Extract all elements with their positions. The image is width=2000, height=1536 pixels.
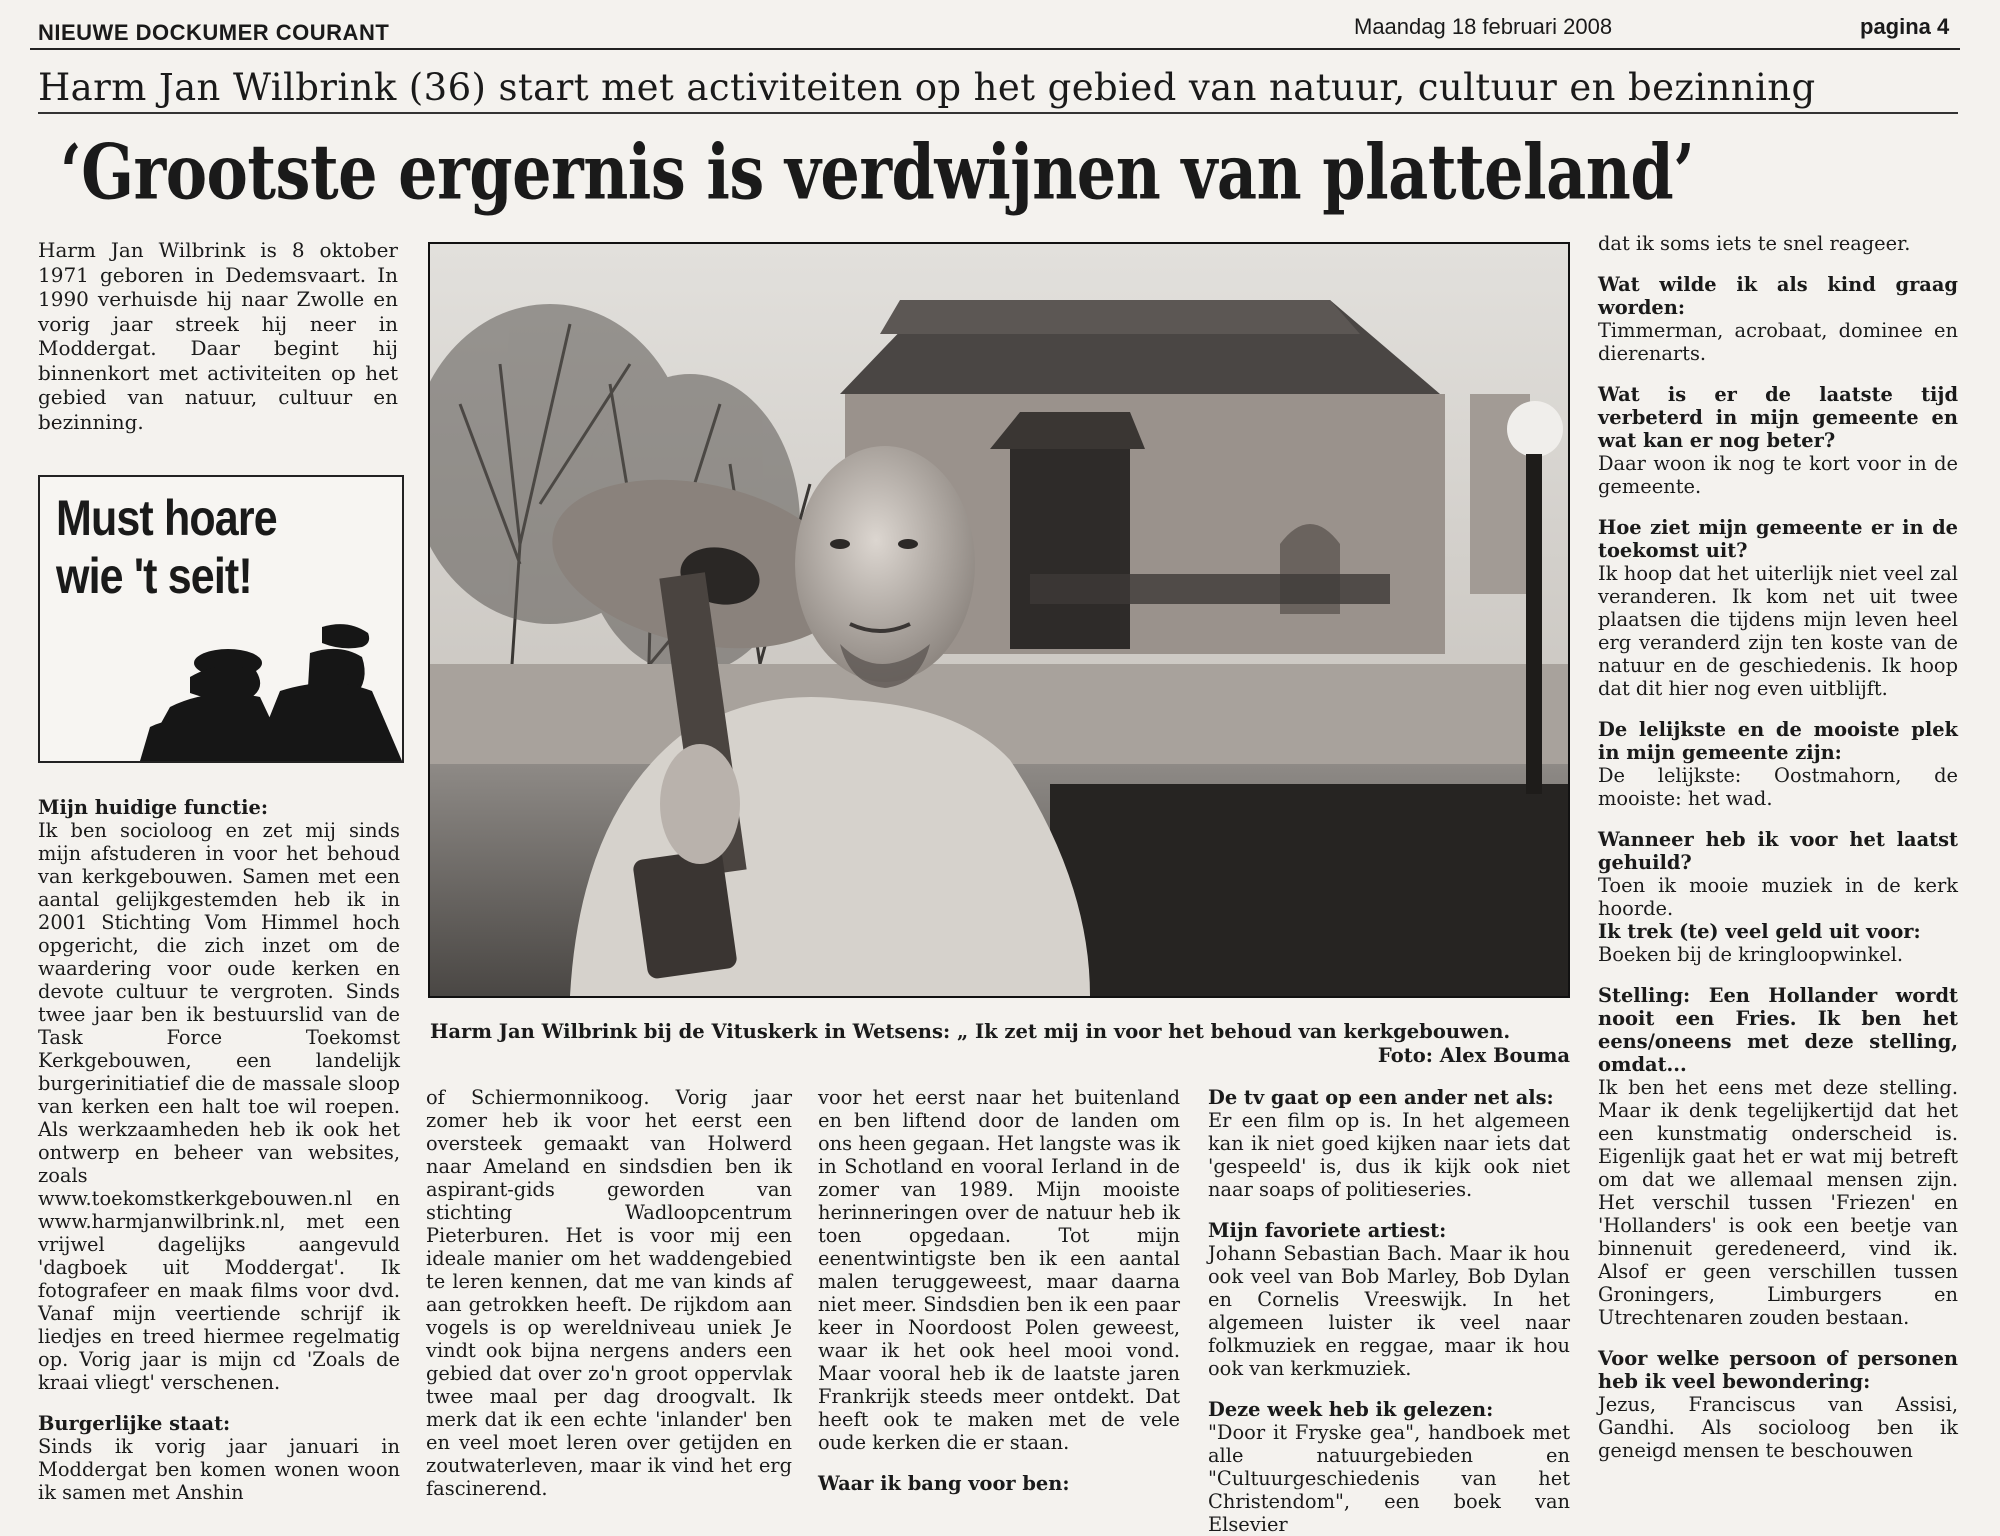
question-statement: Stelling: Een Hollander wordt nooit een Fries. Ik ben het eens/oneens met deze stelling, omdat...: [1598, 984, 1958, 1076]
newspaper-name: NIEUWE DOCKUMER COURANT: [38, 20, 390, 45]
question-reading: Deze week heb ik gelezen:: [1208, 1398, 1494, 1421]
caption-text: Harm Jan Wilbrink bij de Vituskerk in Wetsens: „ Ik zet mij in voor het behoud van kerkgebouwen.: [430, 1020, 1511, 1043]
question-municipality-future: Hoe ziet mijn gemeente er in de toekomst uit?: [1598, 516, 1958, 562]
answer-spending: Boeken bij de kringloopwinkel.: [1598, 943, 1904, 966]
column-3-text: voor het eerst naar het buitenland en ben liftend door de landen om ons heen gegaan. Het langste was ik in Schotland en vooral Ierland in de zomer van 1989. Mijn mooiste herinneringen over de natuur heb ik toen opgedaan. Tot mijn eenentwintigste ben ik een aantal malen teruggeweest, maar daarna niet meer. Sindsdien ben ik een paar keer in Noordoost Polen geweest, waar ik het ook heel mooi vond. Maar vooral heb ik de laatste jaren Frankrijk steeds meer ontdekt. Dat heeft ook te maken met de vele oude kerken die er staan.: [818, 1086, 1180, 1454]
answer-reading: "Door it Fryske gea", handboek met alle natuurgebieden en "Cultuurgeschiedenis van het Christendom", een boek van Elsevier: [1208, 1421, 1570, 1536]
question-tv: De tv gaat op een ander net als:: [1208, 1086, 1554, 1109]
question-municipality-improved: Wat is er de laatste tijd verbeterd in mijn gemeente en wat kan er nog beter?: [1598, 383, 1958, 452]
question-admiration: Voor welke persoon of personen heb ik veel bewondering:: [1598, 1347, 1958, 1393]
article-column-5: [1598, 232, 1958, 1462]
column-5-lead: dat ik soms iets te snel reageer.: [1598, 232, 1911, 255]
article-column-3: [818, 1086, 1180, 1495]
intro-paragraph: Harm Jan Wilbrink is 8 oktober 1971 geboren in Dedemsvaart. In 1990 verhuisde hij naar Zwolle en vorig jaar streek hij neer in Moddergat. Daar begint hij binnenkort met activiteiten op het gebied van natuur, cultuur en bezinning.: [38, 238, 398, 434]
photo-caption: [430, 1020, 1570, 1068]
answer-tv: Er een film op is. In het algemeen kan ik niet goed kijken naar iets dat 'gespeeld' is, dus ik kijk ook niet naar soaps of politieseries.: [1208, 1109, 1570, 1201]
question-favorite-artist: Mijn favoriete artiest:: [1208, 1219, 1447, 1242]
column-logo-box: [38, 475, 404, 763]
question-childhood-wish: Wat wilde ik als kind graag worden:: [1598, 273, 1958, 319]
two-men-illustration: [40, 477, 402, 761]
photo-man-with-guitar-at-church: [430, 244, 1568, 996]
answer-childhood-wish: Timmerman, acrobaat, dominee en dierenarts.: [1598, 319, 1958, 365]
answer-municipality-improved: Daar woon ik nog te kort voor in de gemeente.: [1598, 452, 1958, 498]
answer-statement: Ik ben het eens met deze stelling. Maar ik denk tegelijkertijd dat het een kunstmatig onderscheid is. Eigenlijk gaat het er wat mij betreft om dat we allemaal mensen zijn. Het verschil tussen 'Friezen' en 'Hollanders' is ook een beetje van binnenuit geredeneerd, vind ik. Alsof er geen verschillen tussen Groningers, Limburgers en Utrechtenaren zouden bestaan.: [1598, 1076, 1958, 1329]
question-ugliest-prettiest: De lelijkste en de mooiste plek in mijn gemeente zijn:: [1598, 718, 1958, 764]
answer-ugliest-prettiest: De lelijkste: Oostmahorn, de mooiste: het wad.: [1598, 764, 1958, 810]
answer-municipality-future: Ik hoop dat het uiterlijk niet veel zal veranderen. Ik kom net uit twee plaatsen die tijdens mijn leven heel erg veranderd zijn ten koste van de natuur en de geschiedenis. Ik hoop dat dit hier nog even uitblijft.: [1598, 562, 1958, 700]
answer-favorite-artist: Johann Sebastian Bach. Maar ik hou ook veel van Bob Marley, Bob Dylan en Cornelis Vreeswijk. In het algemeen luister ik veel naar folkmuziek en reggae, maar ik hou ook van kerkmuziek.: [1208, 1242, 1570, 1380]
column-2-text: of Schiermonnikoog. Vorig jaar zomer heb ik voor het eerst een oversteek gemaakt van Holwerd naar Ameland en sindsdien ben ik aspirant-gids geworden van stichting Wadloopcentrum Pieterburen. Het is voor mij een ideale manier om het waddengebied te leren kennen, dat me van kinds af aan getrokken heeft. De rijkdom aan vogels is op wereldniveau uniek Je vindt ook bijna nergens anders een gebied dat over zo'n groot oppervlak twee maal per dag droogvalt. Ik merk dat ik een echte 'inlander' ben en veel moet leren over getijden en zoutwaterleven, maar ik vind het erg fascinerend.: [426, 1086, 792, 1500]
article-photo: [428, 242, 1570, 998]
kicker-line: Harm Jan Wilbrink (36) start met activiteiten op het gebied van natuur, cultuur en bezinning: [38, 66, 1958, 114]
question-spending: Ik trek (te) veel geld uit voor:: [1598, 920, 1921, 943]
answer-admiration: Jezus, Franciscus van Assisi, Gandhi. Als socioloog ben ik geneigd mensen te beschouwen: [1598, 1393, 1958, 1462]
page-number: pagina 4: [1860, 14, 1950, 39]
question-afraid-of: Waar ik bang voor ben:: [818, 1472, 1070, 1495]
article-column-2: [426, 1086, 792, 1500]
column-logo-line-1: Must hoare: [56, 490, 277, 546]
article-column-1: [38, 796, 400, 1504]
question-marital-status: Burgerlijke staat:: [38, 1412, 231, 1435]
answer-last-cried: Toen ik mooie muziek in de kerk hoorde.: [1598, 874, 1958, 920]
answer-marital-status: Sinds ik vorig jaar januari in Moddergat ben komen wonen woon ik samen met Anshin: [38, 1435, 400, 1504]
column-logo-line-2: wie 't seit!: [56, 548, 252, 604]
article-column-4: [1208, 1086, 1570, 1536]
answer-current-function: Ik ben socioloog en zet mij sinds mijn afstuderen in voor het behoud van kerkgebouwen. Samen met een aantal gelijkgestemden heb ik in 2001 Stichting Vom Himmel hoch opgericht, die zich inzet om de waardering voor oude kerken en devote cultuur te vergroten. Sinds twee jaar ben ik bestuurslid van de Task Force Toekomst Kerkgebouwen, een landelijk burgerinitiatief die de massale sloop van kerken een halt toe wil roepen. Als werkzaamheden heb ik ook het ontwerp en beheer van websites, zoals www.toekomstkerkgebouwen.nl en www.harmjanwilbrink.nl, met een vrijwel dagelijks aangevuld 'dagboek uit Moddergat'. Ik fotografeer en maak films voor dvd. Vanaf mijn veertiende schrijf ik liedjes en treed hiermee regelmatig op. Vorig jaar is mijn cd 'Zoals de kraai vliegt' verschenen.: [38, 819, 400, 1394]
masthead-rule: [30, 48, 1960, 50]
question-last-cried: Wanneer heb ik voor het laatst gehuild?: [1598, 828, 1958, 874]
issue-date: Maandag 18 februari 2008: [1354, 14, 1613, 39]
photo-credit: Foto: Alex Bouma: [1377, 1044, 1570, 1067]
question-current-function: Mijn huidige functie:: [38, 796, 268, 819]
headline: ‘Grootste ergernis is verdwijnen van platteland’: [60, 127, 1695, 217]
